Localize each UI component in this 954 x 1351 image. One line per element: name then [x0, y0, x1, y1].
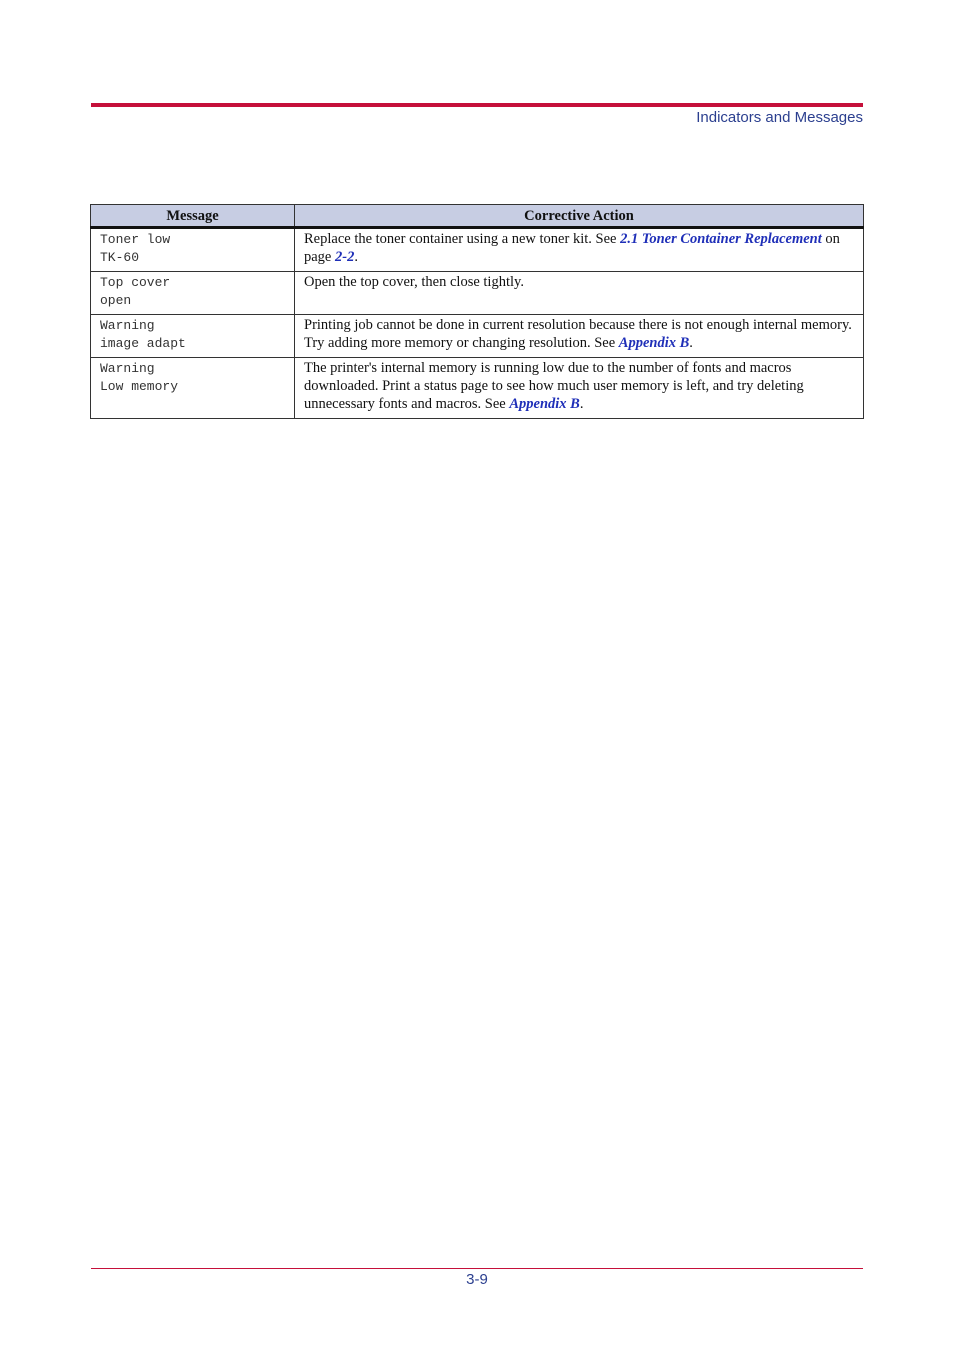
- message-cell: [91, 315, 295, 358]
- table-row: [91, 315, 864, 358]
- table-row: [91, 358, 864, 419]
- link-appendix-b[interactable]: Appendix B: [618, 335, 690, 351]
- message-line: open: [100, 292, 132, 308]
- action-text: .: [689, 335, 693, 351]
- message-cell: [91, 228, 295, 272]
- message-line: image adapt: [100, 335, 186, 351]
- section-title: Indicators and Messages: [696, 109, 863, 126]
- action-text: Open the top cover, then close tightly.: [304, 274, 524, 290]
- action-text: on page: [304, 231, 840, 265]
- action-cell: [295, 228, 864, 272]
- column-header-message: Message: [91, 205, 295, 228]
- action-cell: [295, 272, 864, 315]
- message-line: TK-60: [100, 249, 140, 265]
- message-table: [90, 204, 864, 419]
- link-toner-container-replacement[interactable]: 2.1 Toner Container Replacement: [620, 231, 822, 247]
- header-rule: [91, 103, 863, 107]
- action-text: Replace the toner container using a new toner kit. See: [304, 231, 621, 247]
- page-number: 3-9: [466, 1271, 488, 1288]
- message-line: Warning: [100, 318, 155, 333]
- action-text: The printer's internal memory is running low due to the number of fonts and macros downloaded. Print a status page to see how much user memory is left, and try deleting unnecessary fonts and macros. See: [304, 360, 804, 412]
- column-header-corrective-action: Corrective Action: [295, 205, 864, 228]
- table-row: [91, 272, 864, 315]
- footer-rule: [91, 1268, 863, 1269]
- message-line: Top cover: [100, 275, 171, 290]
- action-cell: [295, 358, 864, 419]
- message-line: Warning: [100, 361, 155, 376]
- table-header-row: [91, 205, 864, 228]
- message-cell: [91, 358, 295, 419]
- message-cell: [91, 272, 295, 315]
- table-row: [91, 228, 864, 272]
- action-cell: [295, 315, 864, 358]
- link-page-2-2[interactable]: 2-2: [335, 249, 355, 265]
- action-text: Printing job cannot be done in current resolution because there is not enough internal memory. Try adding more memory or changing resolution. See: [304, 317, 852, 351]
- message-line: Low memory: [100, 378, 179, 394]
- action-text: .: [579, 396, 584, 412]
- action-text: .: [354, 249, 358, 265]
- link-appendix-b[interactable]: Appendix B: [509, 396, 580, 412]
- message-line: Toner low: [100, 232, 171, 247]
